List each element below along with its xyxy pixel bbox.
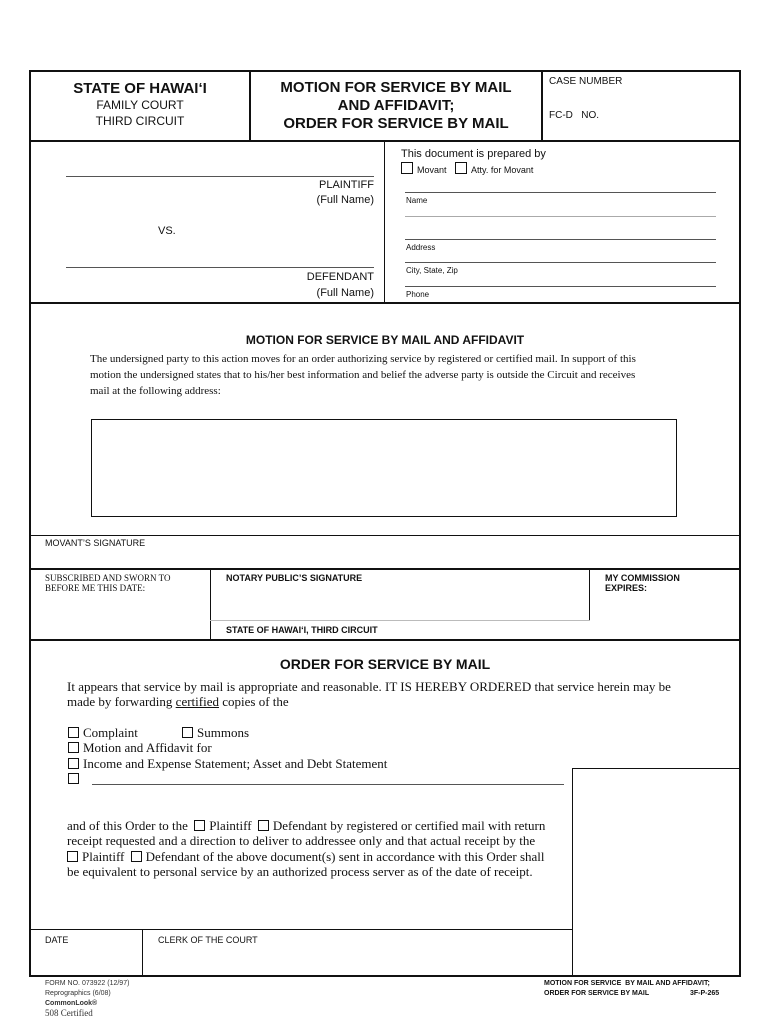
order-para-line4: be equivalent to personal service by an authorized process server as of the date of receipt. bbox=[67, 864, 533, 879]
form-title-line3: ORDER FOR SERVICE BY MAIL bbox=[283, 115, 509, 132]
third-circuit: THIRD CIRCUIT bbox=[95, 114, 185, 128]
adverse-party-address-box[interactable] bbox=[91, 419, 677, 517]
order-para-line3 bbox=[67, 849, 545, 865]
para-pre: and of this Order to the bbox=[67, 818, 188, 833]
income-expense-label: Income and Expense Statement; Asset and Debt Statement bbox=[83, 756, 388, 771]
complaint-checkbox[interactable] bbox=[68, 727, 79, 738]
defendant-name-input[interactable] bbox=[66, 251, 374, 266]
order-heading: ORDER FOR SERVICE BY MAIL bbox=[279, 656, 491, 672]
family-court: FAMILY COURT bbox=[96, 98, 184, 112]
plaintiff-line bbox=[66, 176, 374, 177]
order-para-line2: receipt requested and a direction to deliver to addressee only and that actual receipt by the bbox=[67, 833, 536, 848]
motion-text-line1: The undersigned party to this action moves for an order authorizing service by registered or certified mail. In support of this bbox=[90, 353, 636, 365]
motion-text-line2: motion the undersigned states that to his/her best information and belief the adverse party is outside the Circuit and receives bbox=[90, 369, 636, 381]
plaintiff-name-input[interactable] bbox=[66, 160, 374, 175]
atty-option-label: Atty. for Movant bbox=[471, 165, 534, 175]
movant-signature-field[interactable] bbox=[200, 540, 720, 564]
certified-label: 508 Certified bbox=[45, 1008, 93, 1018]
commonlook-label: CommonLook® bbox=[45, 1000, 98, 1007]
income-expense-checkbox[interactable] bbox=[68, 758, 79, 769]
defendant-label: DEFENDANT bbox=[306, 271, 374, 283]
court-seal-box bbox=[572, 768, 740, 976]
phone-line bbox=[405, 286, 716, 287]
outer-border-top bbox=[29, 70, 741, 72]
para-defendant-rest: Defendant by registered or certified mail with return bbox=[272, 818, 546, 833]
date-field[interactable] bbox=[45, 948, 135, 970]
date-row-top bbox=[29, 929, 573, 930]
option-motion-affidavit bbox=[68, 740, 212, 756]
footer-title-line2: ORDER FOR SERVICE BY MAIL bbox=[544, 990, 650, 997]
parties-divider bbox=[384, 142, 385, 302]
notary-state-circuit: STATE OF HAWAI‘I, THIRD CIRCUIT bbox=[226, 625, 378, 635]
para-plaintiff: Plaintiff bbox=[209, 818, 252, 833]
notary-divider-3 bbox=[210, 620, 590, 621]
address-line bbox=[405, 239, 716, 240]
atty-checkbox[interactable] bbox=[455, 162, 467, 174]
clerk-label: CLERK OF THE COURT bbox=[158, 935, 258, 945]
notary-bottom bbox=[29, 639, 741, 641]
plaintiff-label: PLAINTIFF bbox=[318, 179, 374, 191]
header-bottom bbox=[29, 140, 741, 142]
motion-heading: MOTION FOR SERVICE BY MAIL AND AFFIDAVIT bbox=[245, 333, 525, 347]
form-number: FORM NO. 073922 (12/97) bbox=[45, 980, 130, 987]
summons-label: Summons bbox=[197, 725, 250, 740]
order-para-line1 bbox=[67, 818, 545, 834]
summons-checkbox[interactable] bbox=[182, 727, 193, 738]
movant-signature-label: MOVANT’S SIGNATURE bbox=[45, 538, 146, 548]
state-title: STATE OF HAWAI‘I bbox=[73, 80, 207, 97]
receipt-plaintiff-checkbox[interactable] bbox=[67, 851, 78, 862]
order-defendant-checkbox[interactable] bbox=[258, 820, 269, 831]
sworn-line1: SUBSCRIBED AND SWORN TO bbox=[45, 573, 171, 583]
outer-border-left bbox=[29, 70, 31, 977]
option-summons bbox=[182, 725, 249, 741]
clerk-signature-field[interactable] bbox=[158, 948, 563, 970]
form-title-line1: MOTION FOR SERVICE BY MAIL bbox=[280, 79, 512, 96]
motion-text-line3: mail at the following address: bbox=[90, 385, 221, 397]
date-clerk-divider bbox=[142, 929, 143, 976]
form-title-line2: AND AFFIDAVIT; bbox=[337, 97, 455, 114]
intro-post: copies of the bbox=[218, 694, 289, 709]
defendant-fullname-label: (Full Name) bbox=[316, 287, 374, 299]
parties-bottom bbox=[29, 302, 741, 304]
receipt-defendant-checkbox[interactable] bbox=[131, 851, 142, 862]
intro-pre: made by forwarding bbox=[67, 694, 176, 709]
para3-rest: Defendant of the above document(s) sent in accordance with this Order shall bbox=[145, 849, 545, 864]
sworn-line2: BEFORE ME THIS DATE: bbox=[45, 583, 146, 593]
name-label: Name bbox=[406, 196, 428, 205]
header-divider-2 bbox=[541, 70, 543, 142]
commission-line2: EXPIRES: bbox=[605, 583, 648, 593]
notary-top bbox=[29, 568, 741, 570]
movant-option-label: Movant bbox=[417, 165, 447, 175]
city-line bbox=[405, 262, 716, 263]
para3-plaintiff: Plaintiff bbox=[82, 849, 125, 864]
footer-title-line1: MOTION FOR SERVICE BY MAIL AND AFFIDAVIT; bbox=[544, 980, 710, 987]
option-other bbox=[68, 771, 83, 787]
versus-label: VS. bbox=[158, 225, 176, 237]
prepared-by-heading: This document is prepared by bbox=[401, 148, 546, 160]
address-label: Address bbox=[406, 243, 436, 252]
city-state-zip-label: City, State, Zip bbox=[406, 266, 458, 275]
notary-signature-label: NOTARY PUBLIC’S SIGNATURE bbox=[226, 573, 363, 583]
commission-line1: MY COMMISSION bbox=[605, 573, 680, 583]
movant-checkbox[interactable] bbox=[401, 162, 413, 174]
date-label: DATE bbox=[45, 935, 69, 945]
case-number-label: CASE NUMBER bbox=[549, 76, 623, 87]
intro-certified: certified bbox=[175, 694, 219, 709]
other-document-line bbox=[92, 784, 564, 785]
name-line bbox=[405, 192, 716, 193]
defendant-line bbox=[66, 267, 374, 268]
motion-affidavit-checkbox[interactable] bbox=[68, 742, 79, 753]
complaint-label: Complaint bbox=[83, 725, 138, 740]
reprographics: Reprographics (6/08) bbox=[45, 990, 111, 997]
movant-signature-top bbox=[29, 535, 741, 536]
case-number-field[interactable]: FC-D NO. bbox=[549, 110, 599, 121]
other-document-input[interactable] bbox=[92, 770, 562, 784]
motion-affidavit-label: Motion and Affidavit for bbox=[83, 740, 212, 755]
order-plaintiff-checkbox[interactable] bbox=[194, 820, 205, 831]
other-checkbox[interactable] bbox=[68, 773, 79, 784]
order-intro-line2 bbox=[67, 694, 289, 710]
option-complaint bbox=[68, 725, 138, 741]
footer-form-code: 3F-P-265 bbox=[690, 990, 720, 997]
prepared-by-options bbox=[401, 162, 533, 175]
phone-label: Phone bbox=[406, 290, 430, 299]
notary-divider-1 bbox=[210, 570, 211, 640]
notary-divider-2 bbox=[589, 570, 590, 620]
name-line-2 bbox=[405, 216, 716, 217]
order-intro-line1: It appears that service by mail is appropriate and reasonable. IT IS HEREBY ORDERED that service herein may be bbox=[67, 679, 671, 694]
plaintiff-fullname-label: (Full Name) bbox=[316, 194, 374, 206]
